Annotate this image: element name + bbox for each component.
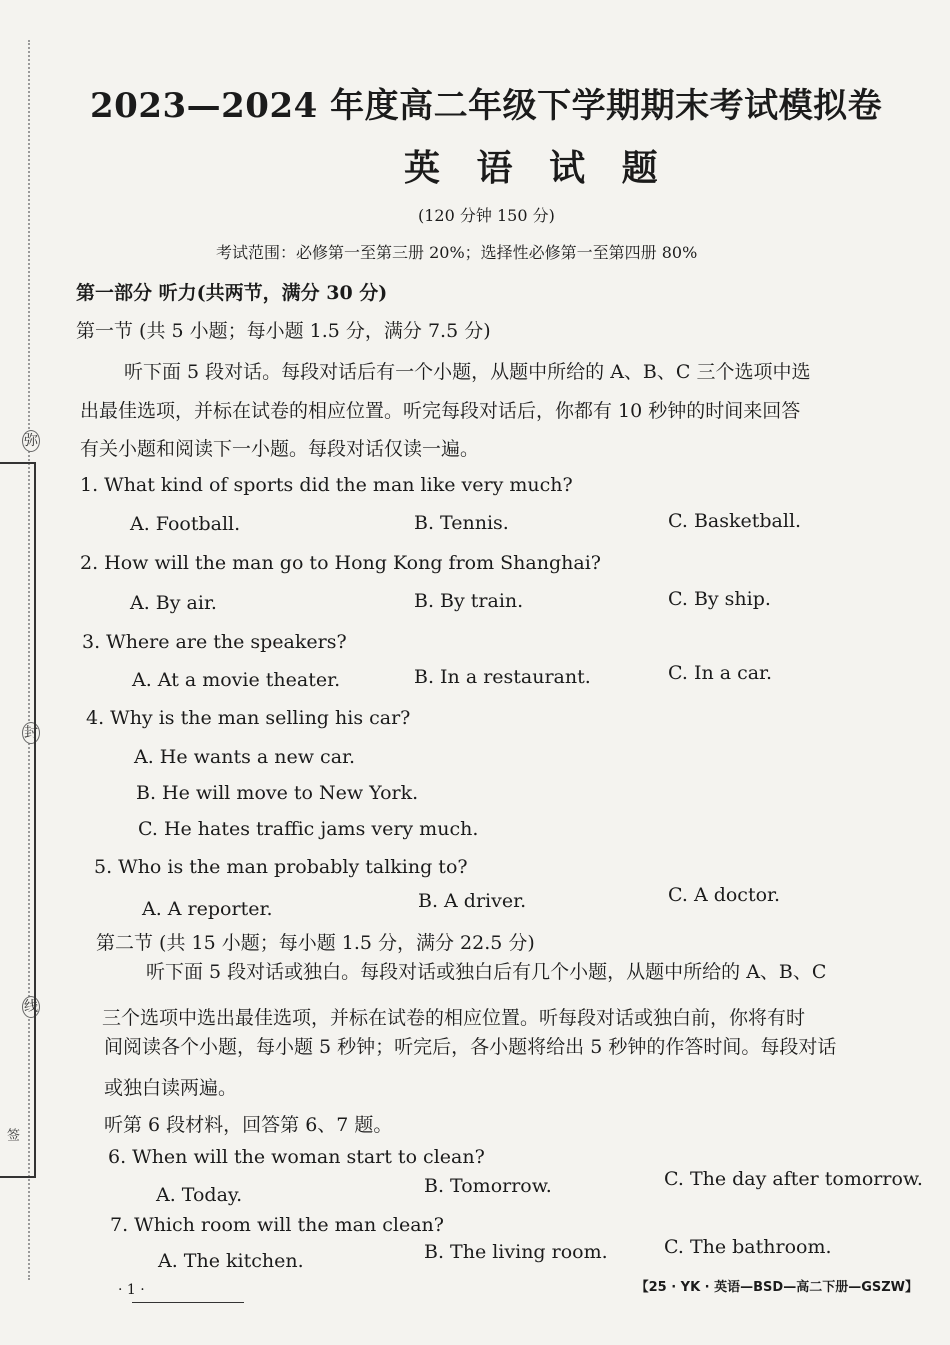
- q6-option-b: B. Tomorrow.: [424, 1175, 552, 1197]
- question-6: 6. When will the woman start to clean?: [108, 1146, 485, 1168]
- q7-option-c: C. The bathroom.: [664, 1236, 832, 1258]
- question-2: 2. How will the man go to Hong Kong from Shanghai?: [80, 552, 601, 574]
- question-1: 1. What kind of sports did the man like very much?: [80, 474, 573, 496]
- question-3: 3. Where are the speakers?: [82, 631, 347, 653]
- section1-instruction-line: 有关小题和阅读下一小题。每段对话仅读一遍。: [80, 438, 480, 460]
- q2-option-a: A. By air.: [130, 592, 217, 614]
- part1-heading: 第一部分 听力(共两节，满分 30 分): [76, 282, 388, 304]
- q5-option-c: C. A doctor.: [668, 884, 781, 906]
- section2-material-note: 听第 6 段材料，回答第 6、7 题。: [104, 1114, 393, 1136]
- exam-code: 【25 · YK · 英语—BSD—高二下册—GSZW】: [635, 1280, 918, 1295]
- q7-option-b: B. The living room.: [424, 1241, 608, 1263]
- question-5: 5. Who is the man probably talking to?: [94, 856, 468, 878]
- binding-side-label: 签: [4, 1128, 19, 1141]
- q1-option-b: B. Tennis.: [414, 512, 509, 534]
- q4-option-b: B. He will move to New York.: [136, 782, 419, 804]
- q5-option-b: B. A driver.: [418, 890, 527, 912]
- q4-option-c: C. He hates traffic jams very much.: [138, 818, 479, 840]
- q5-option-a: A. A reporter.: [142, 898, 273, 920]
- exam-scope: 考试范围：必修第一至第三册 20%；选择性必修第一至第四册 80%: [216, 243, 698, 262]
- q4-option-a: A. He wants a new car.: [134, 746, 356, 768]
- q1-option-c: C. Basketball.: [668, 510, 802, 532]
- section1-heading: 第一节 (共 5 小题；每小题 1.5 分，满分 7.5 分): [76, 320, 491, 342]
- q1-option-a: A. Football.: [130, 513, 241, 535]
- subject-title: 英 语 试 题: [404, 147, 670, 189]
- section1-instruction-line: 出最佳选项，并标在试卷的相应位置。听完每段对话后，你都有 10 秒钟的时间来回答: [80, 400, 801, 422]
- section2-heading: 第二节 (共 15 小题；每小题 1.5 分，满分 22.5 分): [96, 932, 535, 954]
- binding-name-bracket: [0, 462, 36, 1178]
- section2-instruction-line: 间阅读各个小题，每小题 5 秒钟；听完后，各小题将给出 5 秒钟的作答时间。每段对话: [104, 1036, 837, 1058]
- page-number: · 1 ·: [118, 1282, 145, 1298]
- q3-option-c: C. In a car.: [668, 662, 773, 684]
- exam-title: 2023—2024 年度高二年级下学期期末考试模拟卷: [90, 86, 883, 126]
- q6-option-a: A. Today.: [156, 1184, 243, 1206]
- q3-option-b: B. In a restaurant.: [414, 666, 591, 688]
- q7-option-a: A. The kitchen.: [158, 1250, 304, 1272]
- time-score: (120 分钟 150 分): [418, 206, 555, 225]
- binding-seal-char-feng: 封: [22, 722, 40, 744]
- binding-seal-char-mi: 弥: [22, 430, 40, 452]
- page-number-underline: [132, 1302, 244, 1303]
- q3-option-a: A. At a movie theater.: [132, 669, 341, 691]
- section2-instruction-line: 听下面 5 段对话或独白。每段对话或独白后有几个小题，从题中所给的 A、B、C: [146, 961, 827, 983]
- section2-instruction-line: 三个选项中选出最佳选项，并标在试卷的相应位置。听每段对话或独白前，你将有时: [102, 1007, 806, 1029]
- question-7: 7. Which room will the man clean?: [110, 1214, 444, 1236]
- section1-instruction-line: 听下面 5 段对话。每段对话后有一个小题，从题中所给的 A、B、C 三个选项中选: [124, 361, 811, 383]
- section2-instruction-line: 或独白读两遍。: [104, 1077, 238, 1099]
- q2-option-c: C. By ship.: [668, 588, 771, 610]
- q6-option-c: C. The day after tomorrow.: [664, 1168, 923, 1190]
- binding-seal-char-xian: 线: [22, 996, 40, 1018]
- q2-option-b: B. By train.: [414, 590, 524, 612]
- question-4: 4. Why is the man selling his car?: [86, 707, 411, 729]
